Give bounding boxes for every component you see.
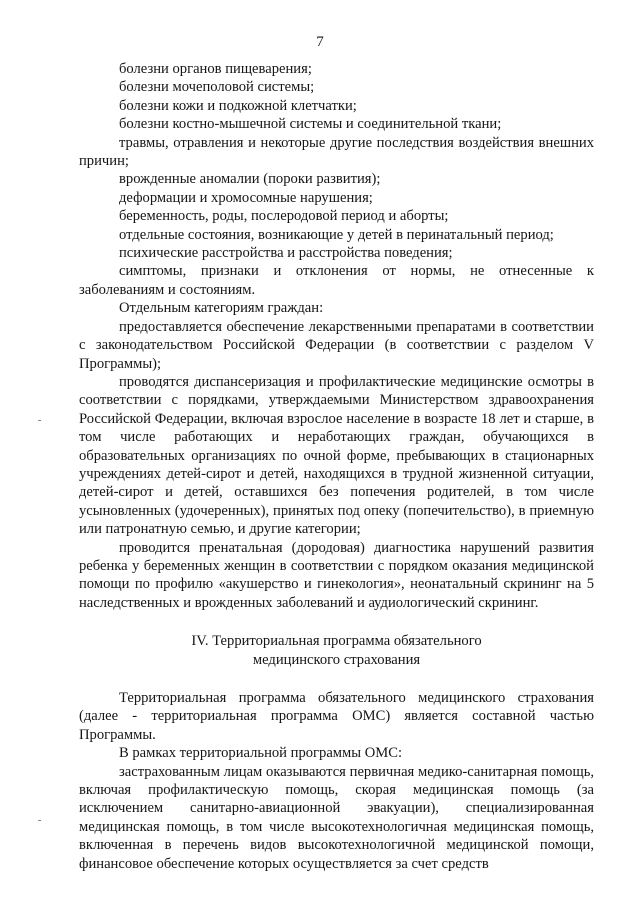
margin-mark (38, 420, 41, 421)
margin-mark (38, 820, 41, 821)
paragraph-insured: застрахованным лицам оказываются первичная медико-санитарная помощь, включая профилактическую помощь, скорая медицинская помощь (за исключением санитарно-авиационной эвакуации), специализированная медицинская помощь, в том числе высокотехнологичная медицинская помощь, включенная в перечень видов высокотехнологичной медицинской помощи, финансовое обеспечение которых осуществляется за счет средств (79, 763, 594, 872)
list-item: болезни органов пищеварения; (119, 61, 312, 77)
section-title: IV. Территориальная программа обязательного медицинского страхования (191, 633, 482, 668)
categories-intro: Отдельным категориям граждан: (119, 300, 324, 317)
list-item: болезни костно-мышечной системы и соединительной ткани; (119, 116, 502, 133)
list-item-trauma: травмы, отравления и некоторые другие последствия воздействия внешних причин; (79, 134, 594, 170)
paragraph-prenatal: проводится пренатальная (дородовая) диагностика нарушений развития ребенка у беременных женщин в соответствии с порядком оказания медицинской помощи по профилю «акушерство и гинекология», неонатальный скрининг на 5 наследственных и врожденных заболеваний и аудиологический скрининг. (79, 539, 594, 611)
list-item: отдельные состояния, возникающие у детей в перинатальный период; (119, 226, 554, 243)
list-item: болезни мочеполовой системы; (119, 79, 315, 96)
list-item: врожденные аномалии (пороки развития); (119, 171, 381, 188)
list-item: психические расстройства и расстройства поведения; (119, 245, 453, 262)
paragraph-dispensary: проводятся диспансеризация и профилактические медицинские осмотры в соответствии с порядками, утверждаемыми Министерством здравоохранения Российской Федерации, включая взрослое население в возрасте 18 лет и старше, в том числе работающих и неработающих граждан, обучающихся в образовательных организациях по очной форме, пребывающих в стационарных учреждениях детей-сирот и детей, находящихся в трудной жизненной ситуации, детей-сирот и детей, оставшихся без попечения родителей, в том числе усыновленных (удочеренных), принятых под опеку (попечительство), в приемную или патронатную семью, и другие категории; (79, 373, 594, 538)
list-item-symptoms: симптомы, признаки и отклонения от нормы, не отнесенные к заболеваниям и состояниям. (79, 263, 594, 298)
paragraph-oms: Территориальная программа обязательного медицинского страхования (далее - территориальная программа ОМС) является составной частью Программы. (79, 690, 594, 743)
page-number: 7 (316, 34, 324, 50)
list-item: беременность, роды, послеродовой период и аборты; (119, 208, 449, 225)
list-item: деформации и хромосомные нарушения; (119, 189, 373, 206)
paragraph-drugs: предоставляется обеспечение лекарственными препаратами в соответствии с законодательством Российской Федерации (в соответствии с разделом V Программы); (79, 318, 594, 372)
document-body (79, 60, 594, 873)
list-item: болезни кожи и подкожной клетчатки; (119, 97, 357, 114)
oms-intro: В рамках территориальной программы ОМС: (119, 745, 403, 762)
